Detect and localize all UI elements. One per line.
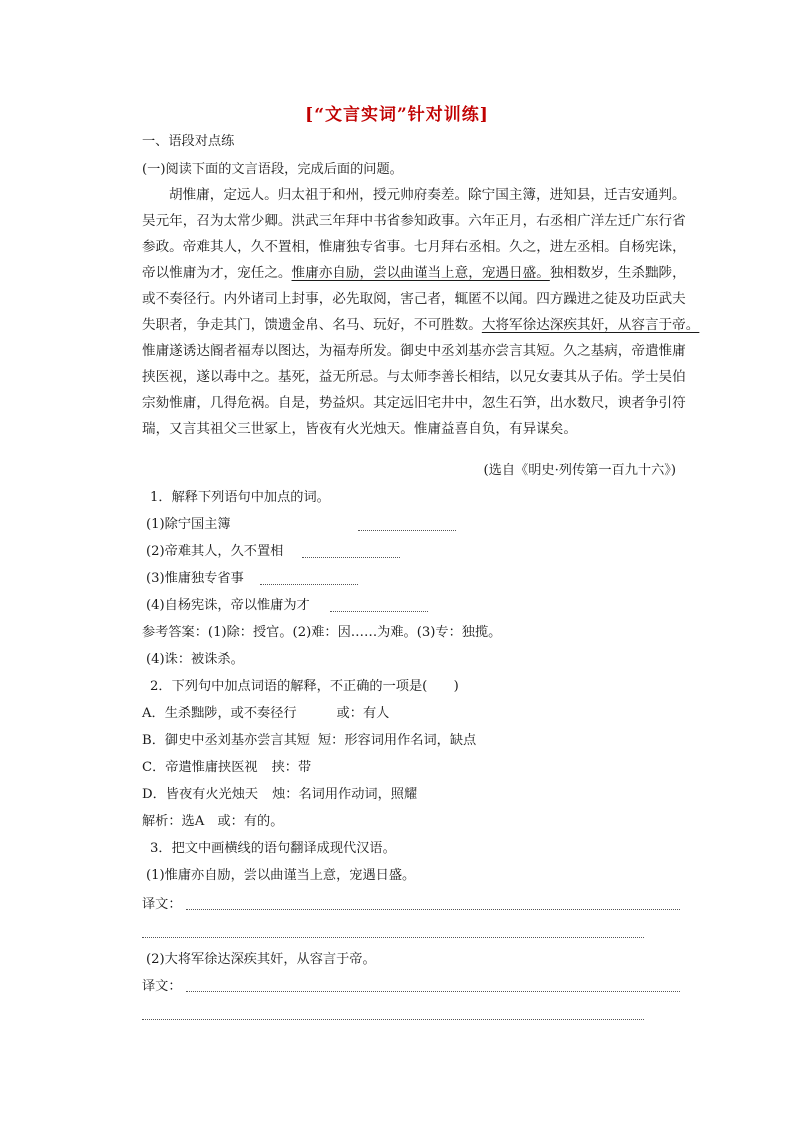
answer-blank[interactable] bbox=[260, 584, 358, 585]
passage-line: 惟庸遂诱达阍者福寿以图达，为福寿所发。御史中丞刘基亦尝言其短。久之基病，帝遣惟庸 bbox=[142, 343, 686, 359]
question-2-stem: 2．下列句中加点词语的解释，不正确的一项是( ) bbox=[150, 679, 459, 694]
underlined-sentence-1: 惟庸亦自励，尝以曲谨当上意，宠遇日盛。 bbox=[291, 265, 550, 281]
option-c: C．帝遣惟庸挟医视 挟：带 bbox=[142, 760, 312, 775]
section-heading: 一、语段对点练 bbox=[142, 134, 235, 149]
translation-label: 译文： bbox=[142, 979, 182, 994]
question-3-stem: 3．把文中画横线的语句翻译成现代汉语。 bbox=[150, 841, 396, 856]
translation-line[interactable] bbox=[142, 937, 644, 938]
question-1-item: (4)自杨宪诛，帝以惟庸为才 bbox=[146, 598, 310, 613]
option-d: D．皆夜有火光烛天 烛：名词用作动词，照耀 bbox=[142, 787, 418, 802]
underlined-sentence-2: 大将军徐达深疾其奸，从容言于帝。 bbox=[481, 317, 700, 333]
passage-line: 或不奏径行。内外诸司上封事，必先取阅，害己者，辄匿不以闻。四方躁进之徒及功臣武夫 bbox=[142, 291, 686, 307]
analysis: 解析：选A 或：有的。 bbox=[142, 814, 284, 829]
question-1-stem: 1．解释下列语句中加点的词。 bbox=[150, 490, 330, 505]
question-1-item: (1)除宁国主簿 bbox=[146, 517, 231, 532]
translation-sentence-2: (2)大将军徐达深疾其奸，从容言于帝。 bbox=[146, 952, 376, 967]
passage bbox=[142, 182, 700, 442]
translation-sentence-1: (1)惟庸亦自励，尝以曲谨当上意，宠遇日盛。 bbox=[146, 868, 416, 883]
translation-line[interactable] bbox=[186, 909, 680, 910]
question-1-item: (3)惟庸独专省事 bbox=[146, 571, 244, 586]
question-1-item: (2)帝难其人，久不置相 bbox=[146, 544, 284, 559]
translation-line[interactable] bbox=[142, 1019, 644, 1020]
answer-blank[interactable] bbox=[302, 557, 400, 558]
passage-line: 胡惟庸，定远人。归太祖于和州，授元帅府奏差。除宁国主簿，进知县，迁吉安通判。 bbox=[169, 187, 686, 203]
passage-line: 宗劾惟庸，几得危祸。自是，势益炽。其定远旧宅井中，忽生石笋，出水数尺，谀者争引符 bbox=[142, 395, 686, 411]
option-b: B．御史中丞刘基亦尝言其短 短：形容词用作名词，缺点 bbox=[142, 733, 477, 748]
answer-blank[interactable] bbox=[330, 611, 428, 612]
page-title: [“文言实词”针对训练] bbox=[305, 105, 489, 125]
passage-line: 帝以惟庸为才，宠任之。惟庸亦自励，尝以曲谨当上意，宠遇日盛。独相数岁，生杀黜陟， bbox=[142, 265, 686, 281]
translation-line[interactable] bbox=[186, 991, 680, 992]
reference-answer: 参考答案：(1)除：授官。(2)难：因……为难。(3)专：独揽。 bbox=[142, 625, 502, 640]
passage-source: (选自《明史·列传第一百九十六》) bbox=[483, 463, 676, 478]
passage-line: 参政。帝难其人，久不置相，惟庸独专省事。七月拜右丞相。久之，进左丞相。自杨宪诛， bbox=[142, 239, 686, 255]
reference-answer: (4)诛：被诛杀。 bbox=[146, 652, 244, 667]
answer-blank[interactable] bbox=[358, 530, 456, 531]
sub-section-heading: (一)阅读下面的文言语段，完成后面的问题。 bbox=[142, 162, 403, 177]
passage-line: 吴元年，召为太常少卿。洪武三年拜中书省参知政事。六年正月，右丞相广洋左迁广东行省 bbox=[142, 213, 686, 229]
passage-line: 失职者，争走其门，馈遗金帛、名马、玩好，不可胜数。大将军徐达深疾其奸，从容言于帝。 bbox=[142, 317, 700, 333]
option-a: A．生杀黜陟，或不奏径行 或：有人 bbox=[142, 706, 390, 721]
passage-line: 瑞，又言其祖父三世冢上，皆夜有火光烛天。惟庸益喜自负，有异谋矣。 bbox=[142, 421, 577, 437]
translation-label: 译文： bbox=[142, 897, 182, 912]
passage-line: 挟医视，遂以毒中之。基死，益无所忌。与太师李善长相结，以兄女妻其从子佑。学士吴伯 bbox=[142, 369, 686, 385]
